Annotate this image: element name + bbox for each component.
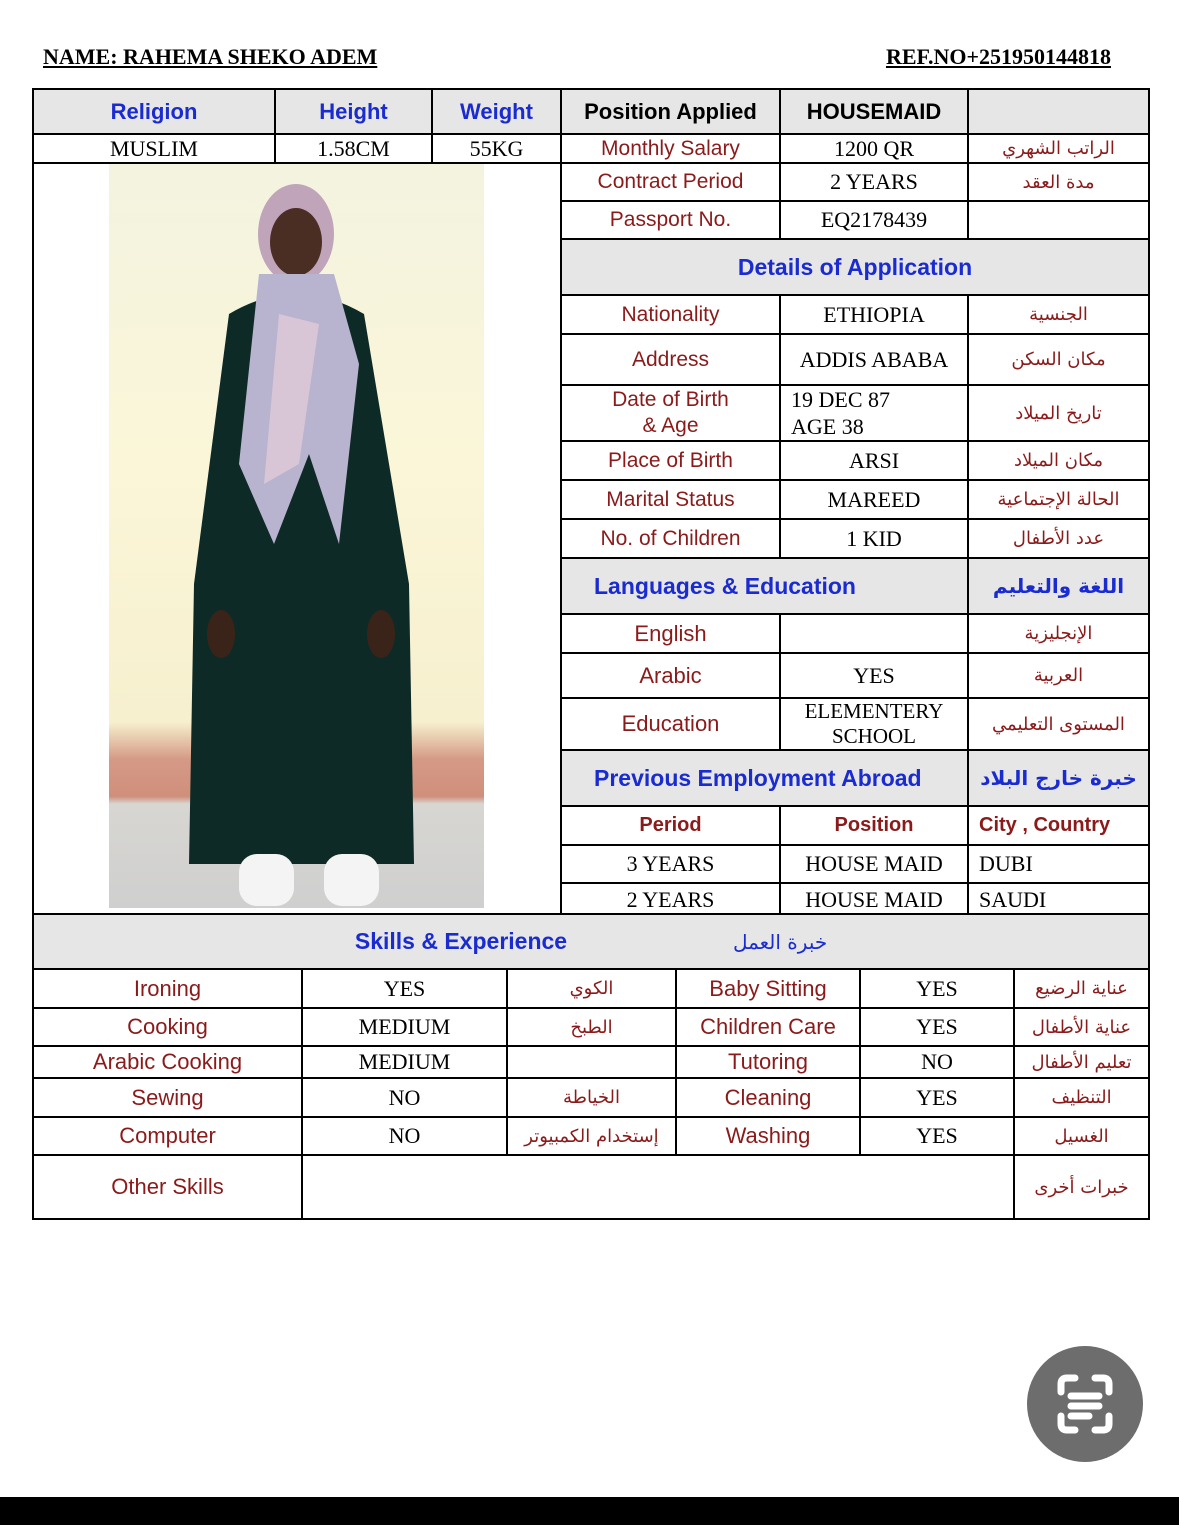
skill-label: Baby Sitting <box>676 969 860 1008</box>
employment-period: 3 YEARS <box>561 845 780 883</box>
children-value: 1 KID <box>780 519 968 558</box>
nationality-value: ETHIOPIA <box>780 295 968 334</box>
applicant-name: NAME: RAHEMA SHEKO ADEM <box>43 44 378 69</box>
skill-ar: تعليم الأطفال <box>1014 1046 1149 1078</box>
education-ar: المستوى التعليمي <box>968 698 1149 750</box>
children-label: No. of Children <box>561 519 780 558</box>
skills-section-title-ar: خبرة العمل <box>732 930 828 954</box>
applicant-figure <box>109 164 484 908</box>
marital-status-label: Marital Status <box>561 480 780 519</box>
skill-value: NO <box>860 1046 1014 1078</box>
other-skills-ar: خبرات أخرى <box>1014 1155 1149 1219</box>
skill-value: NO <box>302 1117 507 1155</box>
place-of-birth-label: Place of Birth <box>561 441 780 480</box>
contract-period-value: 2 YEARS <box>780 163 968 201</box>
arabic-value: YES <box>780 653 968 698</box>
skill-label: Children Care <box>676 1008 860 1046</box>
skill-value: MEDIUM <box>302 1008 507 1046</box>
skill-label: Computer <box>33 1117 302 1155</box>
passport-ar <box>968 201 1149 239</box>
skills-section-title: Skills & Experience <box>354 928 568 954</box>
contract-period-ar: مدة العقد <box>968 163 1149 201</box>
skill-label: Ironing <box>33 969 302 1008</box>
other-skills-value <box>302 1155 1014 1219</box>
applicant-photo <box>109 164 484 908</box>
period-header: Period <box>561 806 780 845</box>
photo-cell <box>33 163 561 916</box>
skill-label: Cooking <box>33 1008 302 1046</box>
skill-ar: الطبخ <box>507 1008 676 1046</box>
employment-city: SAUDI <box>968 883 1149 916</box>
skill-ar <box>507 1046 676 1078</box>
address-value: ADDIS ABABA <box>780 334 968 385</box>
skill-value: YES <box>860 1078 1014 1117</box>
skill-ar: إستخدام الكمبيوتر <box>507 1117 676 1155</box>
skill-value: YES <box>302 969 507 1008</box>
skills-section-title-bar <box>33 914 1149 969</box>
weight-value: 55KG <box>432 134 561 163</box>
position-applied-value: HOUSEMAID <box>780 89 968 134</box>
arabic-ar: العربية <box>968 653 1149 698</box>
skills-table <box>32 913 1150 1220</box>
languages-section-title-ar: اللغة والتعليم <box>968 558 1149 614</box>
document-header <box>43 44 1111 74</box>
skill-label: Cleaning <box>676 1078 860 1117</box>
application-table <box>32 88 1150 917</box>
other-skills-label: Other Skills <box>33 1155 302 1219</box>
passport-label: Passport No. <box>561 201 780 239</box>
languages-section-title: Languages & Education <box>561 558 968 614</box>
place-of-birth-value: ARSI <box>780 441 968 480</box>
employment-period: 2 YEARS <box>561 883 780 916</box>
details-section-title: Details of Application <box>561 239 1149 295</box>
city-country-header: City , Country <box>968 806 1149 845</box>
skill-value: YES <box>860 969 1014 1008</box>
skill-ar: الكوي <box>507 969 676 1008</box>
date-of-birth-value: 19 DEC 87 AGE 38 <box>780 385 968 441</box>
position-applied-header: Position Applied <box>561 89 780 134</box>
children-ar: عدد الأطفال <box>968 519 1149 558</box>
skill-value: NO <box>302 1078 507 1117</box>
empty-cell <box>968 89 1149 134</box>
employment-city: DUBI <box>968 845 1149 883</box>
marital-status-value: MAREED <box>780 480 968 519</box>
height-header: Height <box>275 89 432 134</box>
employment-position: HOUSE MAID <box>780 845 968 883</box>
nationality-ar: الجنسية <box>968 295 1149 334</box>
education-label: Education <box>561 698 780 750</box>
passport-value: EQ2178439 <box>780 201 968 239</box>
monthly-salary-ar: الراتب الشهري <box>968 134 1149 163</box>
monthly-salary-label: Monthly Salary <box>561 134 780 163</box>
weight-header: Weight <box>432 89 561 134</box>
english-value <box>780 614 968 653</box>
marital-status-ar: الحالة الإجتماعية <box>968 480 1149 519</box>
english-ar: الإنجليزية <box>968 614 1149 653</box>
skill-label: Washing <box>676 1117 860 1155</box>
date-of-birth-label: Date of Birth & Age <box>561 385 780 441</box>
date-of-birth-ar: تاريخ الميلاد <box>968 385 1149 441</box>
english-label: English <box>561 614 780 653</box>
place-of-birth-ar: مكان الميلاد <box>968 441 1149 480</box>
employment-section-title-ar: خبرة خارج البلاد <box>968 750 1149 806</box>
skill-value: YES <box>860 1008 1014 1046</box>
skill-ar: عناية الرضيع <box>1014 969 1149 1008</box>
text-scan-icon <box>1027 1346 1143 1462</box>
arabic-label: Arabic <box>561 653 780 698</box>
address-label: Address <box>561 334 780 385</box>
employment-position: HOUSE MAID <box>780 883 968 916</box>
nationality-label: Nationality <box>561 295 780 334</box>
skill-ar: الخياطة <box>507 1078 676 1117</box>
height-value: 1.58CM <box>275 134 432 163</box>
text-scan-button[interactable] <box>1027 1346 1143 1462</box>
skill-label: Arabic Cooking <box>33 1046 302 1078</box>
address-ar: مكان السكن <box>968 334 1149 385</box>
skill-ar: التنظيف <box>1014 1078 1149 1117</box>
religion-value: MUSLIM <box>33 134 275 163</box>
skill-value: YES <box>860 1117 1014 1155</box>
skill-label: Tutoring <box>676 1046 860 1078</box>
education-value: ELEMENTERY SCHOOL <box>780 698 968 750</box>
bottom-navigation-bar <box>0 1497 1179 1525</box>
employment-section-title: Previous Employment Abroad <box>561 750 968 806</box>
position-header: Position <box>780 806 968 845</box>
religion-header: Religion <box>33 89 275 134</box>
reference-number: REF.NO+251950144818 <box>885 44 1111 69</box>
skill-value: MEDIUM <box>302 1046 507 1078</box>
skill-ar: الغسيل <box>1014 1117 1149 1155</box>
skill-ar: عناية الأطفال <box>1014 1008 1149 1046</box>
skill-label: Sewing <box>33 1078 302 1117</box>
monthly-salary-value: 1200 QR <box>780 134 968 163</box>
contract-period-label: Contract Period <box>561 163 780 201</box>
